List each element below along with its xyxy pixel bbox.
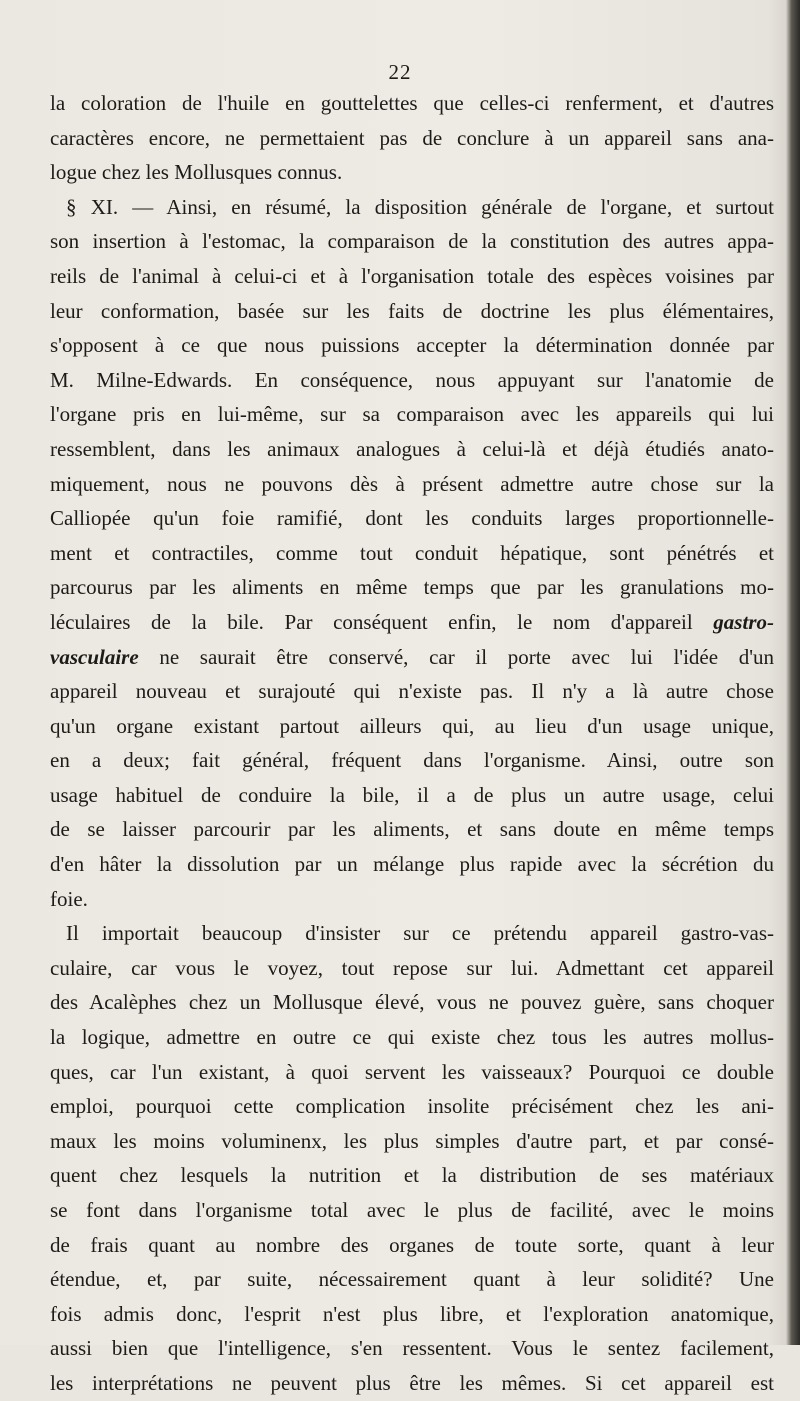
line-text: de frais quant au nombre des organes de toute sorte, quant à leur xyxy=(50,1232,774,1257)
text-line xyxy=(50,363,774,398)
text-line xyxy=(50,432,774,467)
page-edge-shadow xyxy=(786,0,800,1345)
text-line xyxy=(50,709,774,744)
text-line xyxy=(50,1158,774,1193)
text-line xyxy=(50,640,774,675)
text-line xyxy=(50,605,774,640)
text-line xyxy=(50,1262,774,1297)
text-line xyxy=(50,397,774,432)
line-text: la coloration de l'huile en gouttelettes que celles-ci renferment, et d'autres xyxy=(50,91,774,115)
line-text: foie. xyxy=(50,886,88,911)
text-line xyxy=(50,86,774,121)
text-line xyxy=(50,1331,774,1366)
text-line xyxy=(50,847,774,882)
text-line xyxy=(50,778,774,813)
line-text: usage habituel de conduire la bile, il a de plus un autre usage, celui xyxy=(50,782,774,807)
line-text: ques, car l'un existant, à quoi servent les vaisseaux? Pourquoi ce double xyxy=(50,1059,774,1084)
line-text: étendue, et, par suite, nécessairement quant à leur solidité? Une xyxy=(50,1267,774,1292)
text-line xyxy=(50,536,774,571)
text-line xyxy=(50,1366,774,1401)
text-line xyxy=(50,224,774,259)
line-text: s'opposent à ce que nous puissions accepter la détermination donnée par xyxy=(50,333,774,358)
line-text: § XI. — Ainsi, en résumé, la disposition générale de l'organe, et surtout xyxy=(66,194,774,219)
text-line xyxy=(50,259,774,294)
line-text: maux les moins voluminenx, les plus simples d'autre part, et par consé- xyxy=(50,1128,774,1153)
text-line xyxy=(50,121,774,156)
text-line xyxy=(50,1055,774,1090)
text-line xyxy=(50,812,774,847)
text-line xyxy=(50,743,774,778)
line-text: la logique, admettre en outre ce qui existe chez tous les autres mollus- xyxy=(50,1025,774,1050)
text-line xyxy=(50,1124,774,1159)
line-text: léculaires de la bile. Par conséquent enfin, le nom d'appareil xyxy=(50,609,693,634)
line-text: se font dans l'organisme total avec le plus de facilité, avec le moins xyxy=(50,1198,774,1222)
line-text: culaire, car vous le voyez, tout repose sur lui. Admettant cet appareil xyxy=(50,955,774,980)
body-text xyxy=(50,86,774,1401)
line-text: son insertion à l'estomac, la comparaison de la constitution des autres appa- xyxy=(50,229,774,254)
line-text: qu'un organe existant partout ailleurs qui, au lieu d'un usage unique, xyxy=(50,713,774,738)
line-text: ne saurait être conservé, car il porte avec lui l'idée d'un xyxy=(138,644,774,669)
text-line xyxy=(50,570,774,605)
line-text: des Acalèphes chez un Mollusque élevé, vous ne pouvez guère, sans choquer xyxy=(50,990,774,1015)
line-text: leur conformation, basée sur les faits de doctrine les plus élémentaires, xyxy=(50,298,774,323)
text-line xyxy=(50,985,774,1020)
line-text: emploi, pourquoi cette complication insolite précisément chez les ani- xyxy=(50,1094,774,1119)
text-line xyxy=(50,294,774,329)
line-text: d'en hâter la dissolution par un mélange plus rapide avec la sécrétion du xyxy=(50,852,774,877)
line-text: reils de l'animal à celui-ci et à l'organisation totale des espèces voisines par xyxy=(50,263,774,288)
text-line xyxy=(50,674,774,709)
text-line xyxy=(50,190,774,225)
line-text: caractères encore, ne permettaient pas de conclure à un appareil sans ana- xyxy=(50,125,774,150)
text-line xyxy=(50,882,774,917)
line-text: M. Milne-Edwards. En conséquence, nous appuyant sur l'anatomie de xyxy=(50,367,774,392)
text-line xyxy=(50,328,774,363)
line-text: ment et contractiles, comme tout conduit hépatique, sont pénétrés et xyxy=(50,540,774,565)
line-text: Il importait beaucoup d'insister sur ce prétendu appareil gastro-vas- xyxy=(66,921,774,946)
text-line xyxy=(50,1228,774,1263)
line-text: en a deux; fait général, fréquent dans l'organisme. Ainsi, outre son xyxy=(50,748,774,773)
line-text: aussi bien que l'intelligence, s'en ressentent. Vous le sentez facilement, xyxy=(50,1336,774,1361)
line-text: ressemblent, dans les animaux analogues à celui-là et déjà étudiés anato- xyxy=(50,436,774,461)
text-line xyxy=(50,1020,774,1055)
line-text: l'organe pris en lui-même, sur sa comparaison avec les appareils qui lui xyxy=(50,402,774,427)
text-line xyxy=(50,916,774,951)
text-line xyxy=(50,1089,774,1124)
line-text: Calliopée qu'un foie ramifié, dont les conduits larges proportionnelle- xyxy=(50,506,774,531)
line-text: les interprétations ne peuvent plus être les mêmes. Si cet appareil est xyxy=(50,1370,774,1395)
text-line xyxy=(50,501,774,536)
line-text: quent chez lesquels la nutrition et la distribution de ses matériaux xyxy=(50,1163,774,1188)
line-text: de se laisser parcourir par les aliments, et sans doute en même temps xyxy=(50,817,774,842)
line-text: fois admis donc, l'esprit n'est plus libre, et l'exploration anatomique, xyxy=(50,1301,774,1326)
emphasized-term: vasculaire xyxy=(50,644,139,669)
line-text: appareil nouveau et surajouté qui n'existe pas. Il n'y a là autre chose xyxy=(50,679,774,704)
text-line xyxy=(50,155,774,190)
text-line xyxy=(50,1297,774,1332)
text-line xyxy=(50,1193,774,1228)
line-text: miquement, nous ne pouvons dès à présent admettre autre chose sur la xyxy=(50,471,774,496)
emphasized-term: gastro- xyxy=(692,609,774,634)
text-line xyxy=(50,951,774,986)
line-text: parcourus par les aliments en même temps que par les granulations mo- xyxy=(50,575,774,600)
line-text: logue chez les Mollusques connus. xyxy=(50,160,343,185)
page-number: 22 xyxy=(388,60,412,84)
text-line xyxy=(50,467,774,502)
